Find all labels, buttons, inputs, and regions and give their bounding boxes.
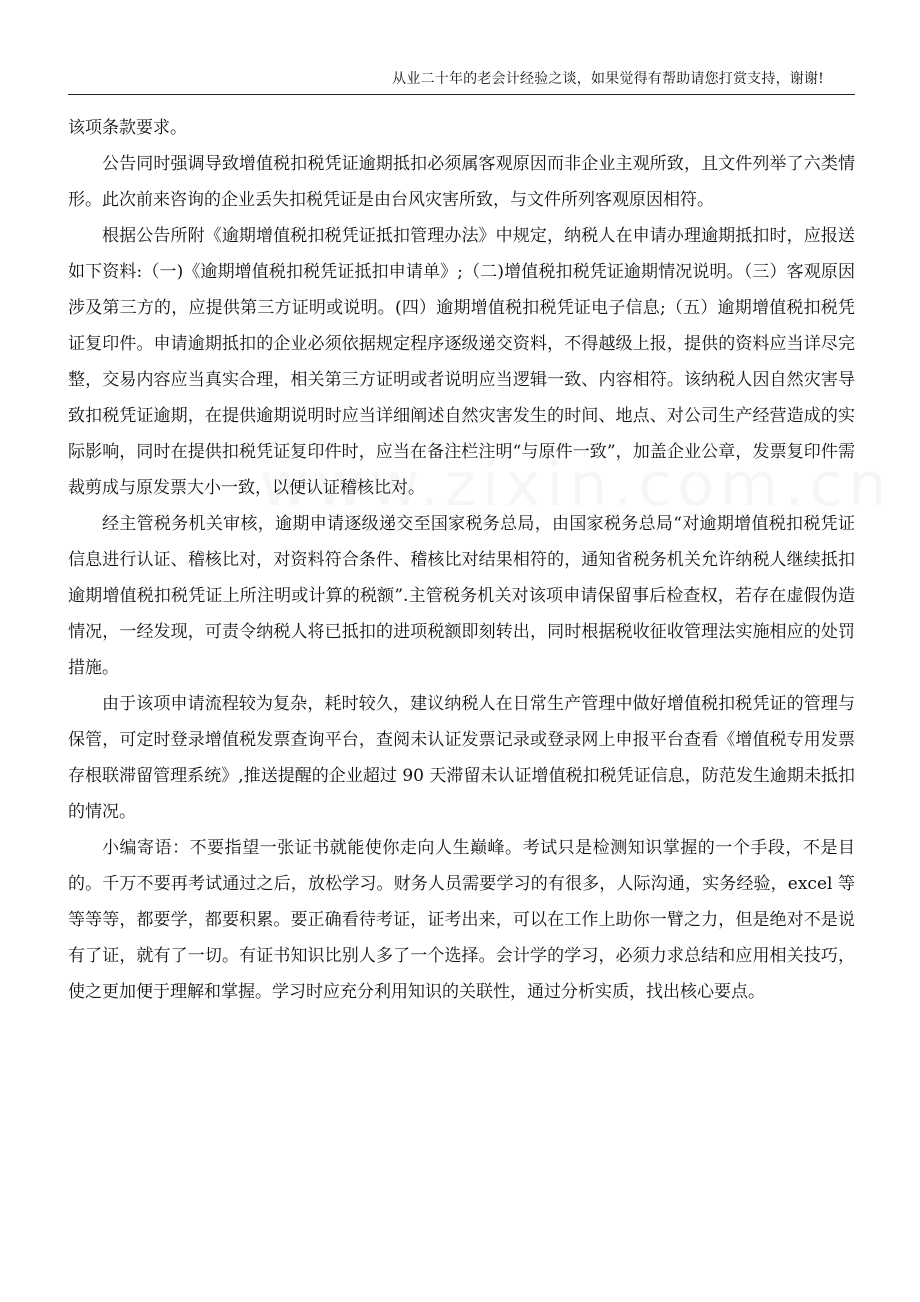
paragraph-objective-reasons: 公告同时强调导致增值税扣税凭证逾期抵扣必须属客观原因而非企业主观所致，且文件列举了六类情形。此次前来咨询的企业丢失扣税凭证是由台风灾害所致，与文件所列客观原因相符。 [68, 154, 855, 210]
header-divider [68, 94, 855, 95]
paragraph-editor-note: 小编寄语：不要指望一张证书就能使你走向人生巅峰。考试只是检测知识掌握的一个手段，不是目的。千万不要再考试通过之后，放松学习。财务人员需要学习的有很多，人际沟通，实务经验，excel 等等等等，都要学，都要积累。要正确看待考证，证考出来，可以在工作上助你一臂之力，但是绝对不是说有了证，就有了一切。有证书知识比别人多了一个选择。会计学的学习，必须力求总结和应用相关技巧，使之更加便于理解和掌握。学习时应充分利用知识的关联性，通过分析实质，找出核心要点。 [68, 838, 855, 1002]
paragraph-recommendation: 由于该项申请流程较为复杂，耗时较久，建议纳税人在日常生产管理中做好增值税扣税凭证的管理与保管，可定时登录增值税发票查询平台，查阅未认证发票记录或登录网上申报平台查看《增值税专用发票存根联滞留管理系统》,推送提醒的企业超过 90 天滞留未认证增值税扣税凭证信息，防范发生逾期未抵扣的情况。 [68, 694, 855, 822]
paragraph-review-process: 经主管税务机关审核，逾期申请逐级递交至国家税务总局，由国家税务总局“对逾期增值税扣税凭证信息进行认证、稽核比对，对资料符合条件、稽核比对结果相符的，通知省税务机关允许纳税人继续抵扣逾期增值税扣税凭证上所注明或计算的税额”.主管税务机关对该项申请保留事后检查权，若存在虚假伪造情况，一经发现，可责令纳税人将已抵扣的进项税额即刻转出，同时根据税收征收管理法实施相应的处罚措施。 [68, 514, 855, 678]
header-note: 从业二十年的老会计经验之谈，如果觉得有帮助请您打赏支持，谢谢! [392, 71, 824, 87]
paragraph-continuation: 该项条款要求。 [68, 118, 187, 138]
paragraph-required-materials: 根据公告所附《逾期增值税扣税凭证抵扣管理办法》中规定，纳税人在申请办理逾期抵扣时，应报送如下资料:（一)《逾期增值税扣税凭证抵扣申请单》;（二)增值税扣税凭证逾期情况说明。（三）客观原因涉及第三方的，应提供第三方证明或说明。(四）逾期增值税扣税凭证电子信息;（五）逾期增值税扣税凭证复印件。申请逾期抵扣的企业必须依据规定程序逐级递交资料，不得越级上报，提供的资料应当详尽完整，交易内容应当真实合理，相关第三方证明或者说明应当逻辑一致、内容相符。该纳税人因自然灾害导致扣税凭证逾期，在提供逾期说明时应当详细阐述自然灾害发生的时间、地点、对公司生产经营造成的实际影响，同时在提供扣税凭证复印件时，应当在备注栏注明“与原件一致”，加盖企业公章，发票复印件需裁剪成与原发票大小一致，以便认证稽核比对。 [68, 226, 855, 498]
document-body [68, 110, 855, 1010]
